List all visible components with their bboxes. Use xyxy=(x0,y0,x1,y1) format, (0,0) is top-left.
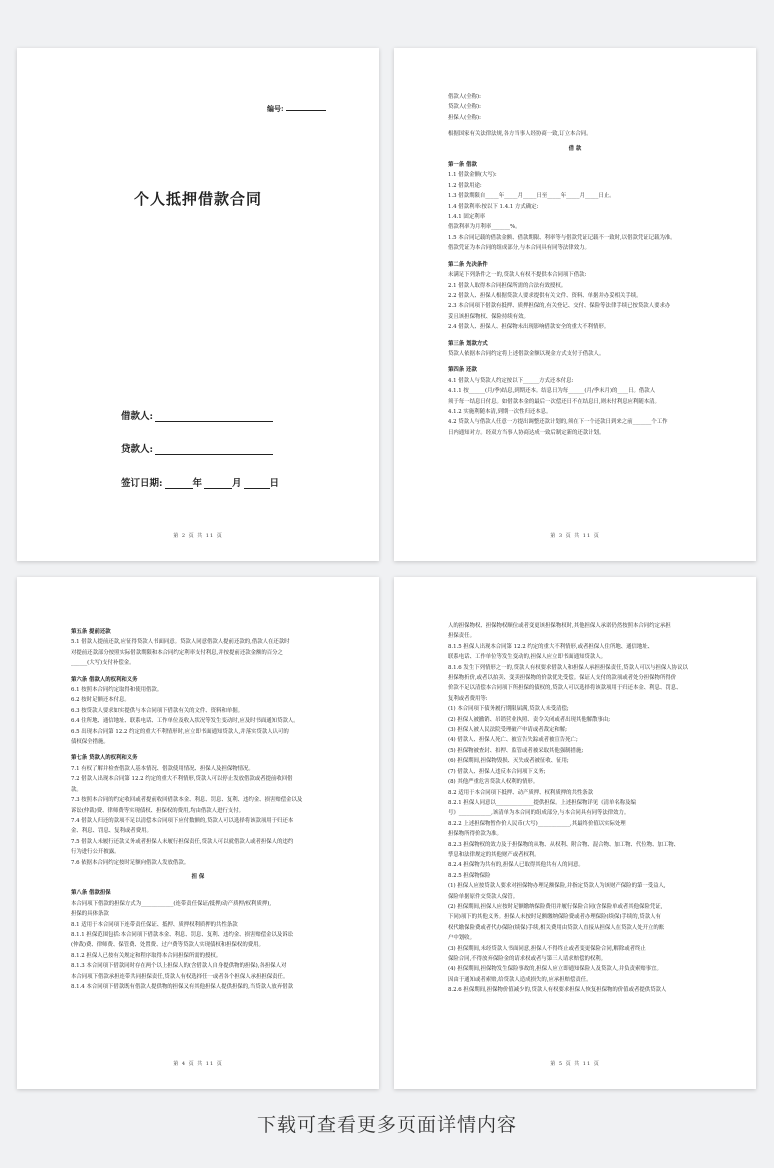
chapter-heading: 借 款 xyxy=(568,145,582,152)
text-line: (1) 本合同项下债务履行期限届满,贷款人未受清偿; xyxy=(448,706,569,713)
text-line: 未满足下列条件之一的,贷款人有权不提供本合同项下借款: xyxy=(448,272,587,279)
text-line: 1.1 借款金额(大写): xyxy=(448,172,497,179)
text-line: 孳息和法律规定的其他财产或者权利。 xyxy=(448,851,540,858)
text-line: 借款利率为月利率_______%。 xyxy=(448,224,521,231)
section-heading: 第六条 借款人的权利和义务 xyxy=(71,676,138,683)
text-line: 7.5 借款人未履行还款义务或者担保人未履行担保责任,贷款人可以就借款人或者担保人的违约 xyxy=(71,838,294,845)
text-line: 行为进行公开披露。 xyxy=(71,849,120,856)
year-label: 年 xyxy=(192,478,203,489)
text-line: 1.4 借款利率:按以下 1.4.1 方式确定: xyxy=(448,203,539,210)
month-blank xyxy=(204,478,232,489)
lender-signature-row xyxy=(121,441,273,455)
text-line: 贷款人依据本合同约定将上述借款金额以现金方式支付于借款人。 xyxy=(448,350,605,357)
text-line: 本合同项下借款承担连带共同担保责任,贷款人有权选择任一或者各个担保人承担担保责任。 xyxy=(71,973,289,980)
text-line: 须于每一结息日付息。如借款本金的最后一次偿还日不在结息日,则未付利息应利随本清。 xyxy=(448,398,660,405)
text-line: 2.1 借款人取得本合同担保所需的合法有效授权。 xyxy=(448,282,567,289)
text-line: 8.2 适用于本合同项下抵押、动产质押、权利质押的共性条款 xyxy=(448,789,594,796)
page-text xyxy=(448,621,702,996)
section-heading: 第一条 借款 xyxy=(448,162,477,169)
text-line: 8.1.2 担保人已按有关规定和程序取得本合同担保所需的授权。 xyxy=(71,952,222,959)
signing-date-label: 签订日期: xyxy=(121,478,163,489)
text-line: 借款人(全称): xyxy=(448,94,481,100)
text-line: 5.1 借款人提前还款,应征得贷款人书面同意。贷款人同意借款人提前还款的,借款人在还款时 xyxy=(71,639,290,646)
text-line: 4.1 借款人与贷款人约定按以下______方式还本付息: xyxy=(448,377,574,384)
text-line: 人的担保物权、担保物权顺位或者变更该担保物权时,其他担保人承诺仍然按照本合同约定承担 xyxy=(448,623,671,629)
section-heading: 第三条 划款方式 xyxy=(448,340,488,347)
text-line: 2.4 借款人、担保人、担保物未出现影响借款安全的重大不利情形。 xyxy=(448,324,610,331)
text-line: 价款不足以清偿本合同项下所担保的债权的,贷款人可以选择将该款项用于归还本金、利息、罚息、 xyxy=(448,685,682,692)
text-line: (6) 担保期间,担保物毁损、灭失或者被征收、征用; xyxy=(448,758,569,765)
text-line: 保险单据原件交贷款人保管。 xyxy=(448,893,519,900)
text-line: 因由于通知或者索赔,给贷款人造成损失的,应承担赔偿责任。 xyxy=(448,976,592,983)
text-line: (5) 担保物被查封、扣押、监管或者被采取其他强制措施; xyxy=(448,747,584,754)
borrower-label: 借款人: xyxy=(121,411,154,422)
text-line: 7.3 按照本合同的约定收回或者提前收回借款本金、利息、罚息、复利、违约金、损害赔偿金以及 xyxy=(71,797,303,804)
text-line: 6.3 按贷款人要求如实提供与本合同项下借款有关的文件、资料和单据。 xyxy=(71,707,244,714)
text-line: (仲裁)费、律师费、保管费、处置费、过户费等贷款人实现债权和担保权的费用。 xyxy=(71,942,264,949)
text-line: 对提前还款部分按照实际借款期限和本合同约定利率支付利息,并按提前还款金额的百分之 xyxy=(71,649,283,656)
text-line: 担保人(全称): xyxy=(448,114,481,121)
year-blank xyxy=(165,478,193,489)
text-line: 8.2.4 担保物为共有的,担保人已取得其他共有人的同意。 xyxy=(448,862,584,869)
contract-page-5 xyxy=(394,577,756,1089)
section-heading: 第八条 借款担保 xyxy=(71,890,111,897)
text-line: 权代缴保险费或者代办保险(续保)手续,相关费用由贷款人直接从担保人在贷款人处开立的账 xyxy=(448,924,665,931)
text-line: 6.1 按照本合同约定取得和使用借款。 xyxy=(71,687,163,694)
contract-number xyxy=(267,104,326,114)
page-number: 第 5 页 共 11 页 xyxy=(550,1061,600,1067)
text-line: 7.4 借款人归还的款项不足以清偿本合同项下应付数额的,贷款人可以选择将该款项用于归还本 xyxy=(71,817,294,824)
text-line: 8.2.6 担保期间,担保物价值减少的,贷款人有权要求担保人恢复担保物的价值或者提供贷款人 xyxy=(448,987,667,994)
text-line: 债权保全措施。 xyxy=(71,739,109,746)
section-heading: 第七条 贷款人的权利和义务 xyxy=(71,755,138,762)
section-heading: 第二条 先决条件 xyxy=(448,261,488,268)
text-line: 7.1 有权了解并检查借款人基本情况、借款使用情况、担保人及担保物情况。 xyxy=(71,765,254,772)
text-line: (2) 担保期间,担保人应按时足额缴纳保险费用并履行保险合同(含保险单或者其他保险凭证, xyxy=(448,903,663,910)
text-line: 诉讼(仲裁)费、律师费等实现债权、担保权的费用,均由借款人进行支付。 xyxy=(71,807,245,814)
text-line: (4) 借款人、担保人死亡、被宣告失踪或者被宣告死亡; xyxy=(448,737,578,744)
text-line: 8.2.2 上述担保物暂作价人民币(大写)____________,其最终价值以实际处理 xyxy=(448,820,626,827)
text-line: 4.1.1 按______(月/季)结息,到期还本。结息日为每______(月/季末月)的____日。借款人 xyxy=(448,388,656,395)
text-line: 6.5 出现本合同第 12.2 约定的重大不利情形时,应立即书面通知贷款人,并落实贷款人认可的 xyxy=(71,728,289,735)
text-line: 8.1 适用于本合同项下连带责任保证、抵押、质押权利质押的共性条款 xyxy=(71,921,238,928)
text-line: 本合同项下借款的担保方式为____________(连带责任保证/抵押/动产质押/权利质押), xyxy=(71,900,272,907)
page-text xyxy=(71,621,325,992)
page-number: 第 3 页 共 11 页 xyxy=(550,533,600,539)
text-line: (1) 担保人应按贷款人要求对担保物办理足额保险,并指定贷款人为该财产保险的第一受益人, xyxy=(448,883,666,890)
page-text xyxy=(448,92,702,438)
text-line: 担保物所得价款为准。 xyxy=(448,831,502,838)
text-line: (7) 借款人、担保人违反本合同项下义务; xyxy=(448,768,546,775)
text-line: (2) 担保人被撤销、吊销营业执照、责令关闭或者出现其他解散事由; xyxy=(448,716,611,723)
text-line: 下同)项下的其他义务。担保人未按时足额缴纳保险费或者办理保险(续保)手续的,贷款人有 xyxy=(448,914,661,921)
page-number: 第 2 页 共 11 页 xyxy=(173,533,223,539)
text-line: 1.4.1 固定利率 xyxy=(448,214,485,221)
contract-title: 个人抵押借款合同 xyxy=(133,190,262,208)
text-line: 8.2.1 担保人同意以______________提供担保。上述担保物详见《清单名称及编 xyxy=(448,799,636,806)
text-line: 7.6 依据本合同约定按时足额向借款人发放借款。 xyxy=(71,859,190,866)
contract-number-label: 编号: xyxy=(267,104,284,113)
signing-date-row xyxy=(121,475,279,489)
text-line: (4) 担保期间,担保物发生保险事故的,担保人应立即通知保险人及贷款人,并负责索赔事宜。 xyxy=(448,966,662,973)
contract-page-2 xyxy=(17,48,379,561)
text-line: 保险合同,不得放弃保险金的请求权或者与第三人请求赔偿的权利。 xyxy=(448,956,607,962)
lender-blank xyxy=(155,444,273,455)
contract-number-blank xyxy=(286,104,326,111)
text-line: 4.1.2 实施利随本清,到期一次性归还本息。 xyxy=(448,408,552,415)
text-line: 款。 xyxy=(71,786,82,793)
section-heading: 第四条 还款 xyxy=(448,367,477,374)
contract-page-4 xyxy=(17,577,379,1089)
text-line: 1.5 本合同记载的借款金额、借款期限、利率等与借款凭证记载不一致时,以借款凭证记载为准。 xyxy=(448,234,676,241)
text-line: (3) 担保期间,未经贷款人书面同意,担保人不得终止或者变更保险合同,解除或者终止 xyxy=(448,945,646,952)
text-line: 借款凭证为本合同的组成部分,与本合同具有同等法律效力。 xyxy=(448,245,590,252)
text-line: 担保物折价,或者以拍卖、变卖担保物的价款优先受偿。保证人支付的款项或者处分担保物所得价 xyxy=(448,675,677,682)
text-line: ______(大写)支付补偿金。 xyxy=(71,660,135,667)
text-line: 6.2 按时足额还本付息。 xyxy=(71,697,130,704)
text-line: 妥且该担保物权、保险持续有效。 xyxy=(448,313,529,320)
download-more-caption: 下载可查看更多页面详情内容 xyxy=(256,1114,517,1136)
text-line: 8.1.4 本合同项下借款既有借款人提供物的担保又有其他担保人提供担保的,当贷款人放弃借款 xyxy=(71,984,293,990)
day-blank xyxy=(244,478,270,489)
text-line: 8.1.1 担保范围包括:本合同项下借款本金、利息、罚息、复利、违约金、损害赔偿金以及诉讼 xyxy=(71,931,294,938)
text-line: 8.1.6 发生下列情形之一的,贷款人有权要求借款人和担保人承担担保责任,贷款人可以与担保人协议以 xyxy=(448,664,688,671)
text-line: 6.4 住所地、通信地址、联系电话、工作单位及收入状况等发生变动时,应及时书面通知贷款人。 xyxy=(71,718,299,725)
text-line: 担保责任。 xyxy=(448,633,475,640)
text-line: 户中划收。 xyxy=(448,935,475,942)
text-line: (8) 其他严重危害贷款人权利的情形。 xyxy=(448,779,539,786)
text-line: 贷款人(全称): xyxy=(448,104,481,111)
text-line: (3) 担保人被人民法院受理破产申请或者裁定和解; xyxy=(448,727,567,734)
text-line: 联系电话、工作单位等发生变动的,担保人应立即书面通知贷款人。 xyxy=(448,654,607,661)
page-number: 第 4 页 共 11 页 xyxy=(173,1061,223,1067)
text-line: 8.1.5 担保人出现本合同第 12.2 约定的重大不利情形,或者担保人住所地、通信地址、 xyxy=(448,643,654,650)
borrower-signature-row xyxy=(121,408,273,422)
text-line: 8.2.5 担保物保险 xyxy=(448,872,491,879)
text-line: 金、利息、罚息、复利或者费用。 xyxy=(71,828,152,835)
contract-page-3 xyxy=(394,48,756,561)
text-line: 根据国家有关法律法规,各方当事人经协商一致,订立本合同。 xyxy=(448,131,592,138)
text-line: 日内通知对方。经双方当事人协商达成一致后制定新的还款计划。 xyxy=(448,429,605,436)
chapter-heading: 担 保 xyxy=(191,873,205,880)
text-line: 7.2 借款人出现本合同第 12.2 约定的重大不利情形,贷款人可以停止发放借款或者提前收回借 xyxy=(71,776,293,783)
text-line: 2.3 本合同项下借款有抵押、质押担保的,有关登记、交付、保险等法律手续已按贷款人要求办 xyxy=(448,303,671,310)
text-line: 8.2.3 担保物权的效力及于担保物的从物、从权利、附合物、混合物、加工物、代位物、加工物、 xyxy=(448,841,680,848)
text-line: 1.3 借款期限自_____年_____月_____日至_____年_____月_____日止。 xyxy=(448,193,615,200)
month-label: 月 xyxy=(232,478,242,489)
text-line: 8.1.3 本合同项下借款同时存在两个以上担保人的(含借款人自身提供物的担保),各担保人对 xyxy=(71,963,287,970)
borrower-blank xyxy=(155,411,273,422)
text-line: 担保的具体条款 xyxy=(71,911,109,918)
day-label: 日 xyxy=(269,478,280,489)
text-line: 4.2 贷款人与借款人任意一方提出调整还款计划的,须在下一个还款日到来之前_______个工作 xyxy=(448,419,668,426)
lender-label: 贷款人: xyxy=(121,444,154,455)
text-line: 号》____________,该清单为本合同的组成部分,与本合同具有同等法律效力。 xyxy=(448,810,630,817)
text-line: 2.2 借款人、担保人根据贷款人要求提供有关文件、资料、单据并办妥相关手续。 xyxy=(448,292,642,299)
text-line: 1.2 借款用途: xyxy=(448,182,482,189)
text-line: 复利或者费用等: xyxy=(448,695,488,702)
section-heading: 第五条 提前还款 xyxy=(71,629,111,635)
